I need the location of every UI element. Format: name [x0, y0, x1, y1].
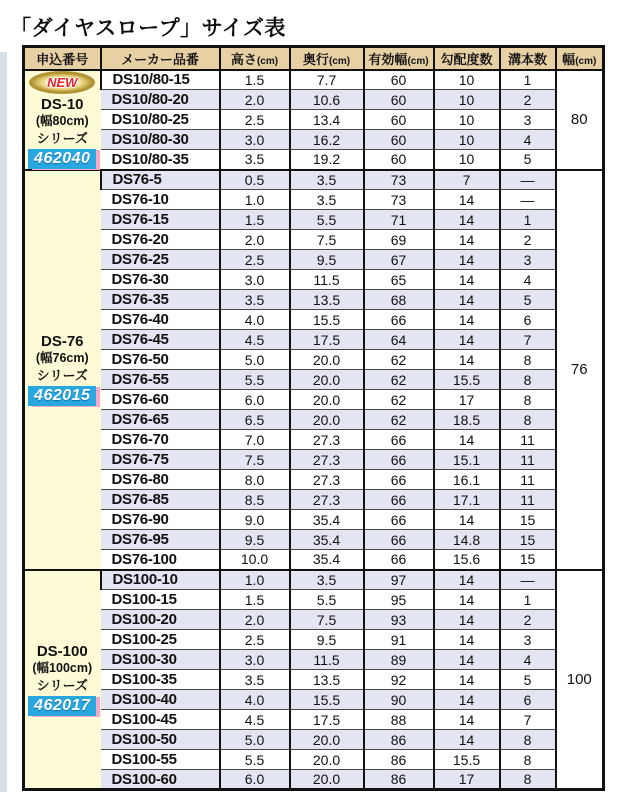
effective-width-cell: 66 [364, 430, 434, 450]
grooves-cell: — [500, 170, 556, 190]
table-row [24, 750, 604, 770]
depth-cell: 15.5 [290, 690, 364, 710]
part-cell: DS76-55 [101, 370, 220, 390]
header-row [24, 47, 604, 70]
order-group-cell [24, 570, 101, 790]
depth-cell: 20.0 [290, 730, 364, 750]
slope-cell: 14 [434, 570, 500, 590]
depth-cell: 27.3 [290, 470, 364, 490]
part-cell: DS76-90 [101, 510, 220, 530]
effective-width-cell: 90 [364, 690, 434, 710]
height-cell: 3.0 [220, 130, 290, 150]
depth-cell: 20.0 [290, 370, 364, 390]
grooves-cell: 2 [500, 90, 556, 110]
grooves-cell: 15 [500, 510, 556, 530]
part-cell: DS100-35 [101, 670, 220, 690]
effective-width-cell: 66 [364, 510, 434, 530]
grooves-cell: 15 [500, 550, 556, 570]
effective-width-cell: 67 [364, 250, 434, 270]
depth-cell: 3.5 [290, 170, 364, 190]
part-cell: DS100-40 [101, 690, 220, 710]
part-cell: DS76-70 [101, 430, 220, 450]
grooves-cell: — [500, 570, 556, 590]
order-code-badge: 462015 [28, 386, 96, 406]
effective-width-cell: 69 [364, 230, 434, 250]
effective-width-cell: 65 [364, 270, 434, 290]
height-cell: 7.0 [220, 430, 290, 450]
height-cell: 6.5 [220, 410, 290, 430]
slope-cell: 14 [434, 270, 500, 290]
series-suffix: シリーズ [36, 130, 88, 146]
height-cell: 9.0 [220, 510, 290, 530]
height-cell: 2.5 [220, 110, 290, 130]
table-row [24, 130, 604, 150]
grooves-cell: 5 [500, 150, 556, 170]
size-table [22, 45, 605, 791]
effective-width-cell: 92 [364, 670, 434, 690]
slope-cell: 18.5 [434, 410, 500, 430]
slope-cell: 10 [434, 130, 500, 150]
slope-cell: 14 [434, 590, 500, 610]
depth-cell: 17.5 [290, 330, 364, 350]
effective-width-cell: 91 [364, 630, 434, 650]
effective-width-cell: 62 [364, 370, 434, 390]
slope-cell: 7 [434, 170, 500, 190]
depth-cell: 27.3 [290, 450, 364, 470]
series-name: DS-100 [36, 642, 88, 660]
part-cell: DS100-60 [101, 770, 220, 790]
slope-cell: 14 [434, 190, 500, 210]
depth-cell: 9.5 [290, 630, 364, 650]
page-title: 「ダイヤスロープ」サイズ表 [10, 17, 286, 40]
column-header-6: 溝本数 [500, 47, 556, 70]
order-group-cell [24, 70, 101, 170]
part-cell: DS76-45 [101, 330, 220, 350]
part-cell: DS76-40 [101, 310, 220, 330]
effective-width-cell: 95 [364, 590, 434, 610]
height-cell: 5.5 [220, 750, 290, 770]
part-cell: DS76-35 [101, 290, 220, 310]
effective-width-cell: 73 [364, 190, 434, 210]
series-suffix: シリーズ [36, 368, 88, 383]
series-name: DS-76 [40, 333, 84, 350]
table-row [24, 430, 604, 450]
height-cell: 8.5 [220, 490, 290, 510]
part-cell: DS10/80-30 [101, 130, 220, 150]
grooves-cell: 4 [500, 130, 556, 150]
height-cell: 9.5 [220, 530, 290, 550]
table-row [24, 650, 604, 670]
grooves-cell: 8 [500, 750, 556, 770]
effective-width-cell: 66 [364, 310, 434, 330]
depth-cell: 7.7 [290, 70, 364, 90]
slope-cell: 17.1 [434, 490, 500, 510]
table-row [24, 590, 604, 610]
series-suffix: シリーズ [36, 677, 88, 693]
grooves-cell: 15 [500, 530, 556, 550]
slope-cell: 15.5 [434, 750, 500, 770]
grooves-cell: 3 [500, 630, 556, 650]
depth-cell: 7.5 [290, 230, 364, 250]
depth-cell: 19.2 [290, 150, 364, 170]
height-cell: 1.0 [220, 570, 290, 590]
column-header-3: 奥行(cm) [290, 47, 364, 70]
effective-width-cell: 86 [364, 750, 434, 770]
part-cell: DS76-10 [101, 190, 220, 210]
table-row [24, 490, 604, 510]
depth-cell: 27.3 [290, 430, 364, 450]
table-row [24, 150, 604, 170]
grooves-cell: 1 [500, 70, 556, 90]
slope-cell: 14 [434, 330, 500, 350]
part-cell: DS76-65 [101, 410, 220, 430]
height-cell: 4.5 [220, 710, 290, 730]
part-cell: DS100-45 [101, 710, 220, 730]
height-cell: 10.0 [220, 550, 290, 570]
depth-cell: 9.5 [290, 250, 364, 270]
slope-cell: 14 [434, 510, 500, 530]
grooves-cell: 6 [500, 690, 556, 710]
height-cell: 4.5 [220, 330, 290, 350]
depth-cell: 35.4 [290, 530, 364, 550]
effective-width-cell: 60 [364, 150, 434, 170]
grooves-cell: 8 [500, 390, 556, 410]
table-row [24, 90, 604, 110]
part-cell: DS76-80 [101, 470, 220, 490]
effective-width-cell: 86 [364, 770, 434, 790]
column-header-2: 高さ(cm) [220, 47, 290, 70]
table-row [24, 630, 604, 650]
table-row [24, 330, 604, 350]
slope-cell: 14 [434, 290, 500, 310]
slope-cell: 17 [434, 390, 500, 410]
part-cell: DS76-20 [101, 230, 220, 250]
grooves-cell: — [500, 190, 556, 210]
part-cell: DS100-10 [101, 570, 220, 590]
table-row [24, 250, 604, 270]
depth-cell: 20.0 [290, 410, 364, 430]
grooves-cell: 4 [500, 650, 556, 670]
table-body [24, 70, 604, 790]
height-cell: 6.0 [220, 390, 290, 410]
effective-width-cell: 89 [364, 650, 434, 670]
effective-width-cell: 93 [364, 610, 434, 630]
height-cell: 3.5 [220, 670, 290, 690]
grooves-cell: 5 [500, 290, 556, 310]
part-cell: DS10/80-15 [101, 70, 220, 90]
part-cell: DS10/80-25 [101, 110, 220, 130]
height-cell: 8.0 [220, 470, 290, 490]
depth-cell: 11.5 [290, 650, 364, 670]
effective-width-cell: 62 [364, 350, 434, 370]
slope-cell: 14 [434, 210, 500, 230]
height-cell: 2.0 [220, 230, 290, 250]
grooves-cell: 8 [500, 370, 556, 390]
height-cell: 2.0 [220, 90, 290, 110]
effective-width-cell: 86 [364, 730, 434, 750]
effective-width-cell: 68 [364, 290, 434, 310]
table-row [24, 510, 604, 530]
grooves-cell: 8 [500, 350, 556, 370]
column-header-0: 申込番号 [24, 47, 101, 70]
depth-cell: 16.2 [290, 130, 364, 150]
slope-cell: 14 [434, 670, 500, 690]
order-group-cell [24, 170, 101, 570]
height-cell: 1.5 [220, 210, 290, 230]
part-cell: DS76-95 [101, 530, 220, 550]
grooves-cell: 11 [500, 450, 556, 470]
slope-cell: 14 [434, 630, 500, 650]
table-row [24, 410, 604, 430]
slope-cell: 14 [434, 230, 500, 250]
new-badge: NEW [29, 71, 95, 94]
table-row [24, 350, 604, 370]
series-name: DS-10 [40, 95, 84, 113]
depth-cell: 11.5 [290, 270, 364, 290]
grooves-cell: 11 [500, 490, 556, 510]
slope-cell: 14 [434, 650, 500, 670]
depth-cell: 3.5 [290, 190, 364, 210]
effective-width-cell: 88 [364, 710, 434, 730]
part-cell: DS76-30 [101, 270, 220, 290]
depth-cell: 5.5 [290, 590, 364, 610]
depth-cell: 35.4 [290, 510, 364, 530]
grooves-cell: 7 [500, 330, 556, 350]
table-row [24, 210, 604, 230]
grooves-cell: 2 [500, 230, 556, 250]
effective-width-cell: 60 [364, 70, 434, 90]
table-row [24, 470, 604, 490]
grooves-cell: 1 [500, 210, 556, 230]
part-cell: DS76-85 [101, 490, 220, 510]
slope-cell: 14 [434, 310, 500, 330]
part-cell: DS100-50 [101, 730, 220, 750]
effective-width-cell: 66 [364, 450, 434, 470]
grooves-cell: 3 [500, 250, 556, 270]
part-cell: DS100-25 [101, 630, 220, 650]
grooves-cell: 2 [500, 610, 556, 630]
part-cell: DS100-55 [101, 750, 220, 770]
depth-cell: 20.0 [290, 350, 364, 370]
depth-cell: 3.5 [290, 570, 364, 590]
height-cell: 1.5 [220, 590, 290, 610]
table-row [24, 610, 604, 630]
depth-cell: 27.3 [290, 490, 364, 510]
column-header-7: 幅(cm) [556, 47, 604, 70]
slope-cell: 16.1 [434, 470, 500, 490]
table-row [24, 310, 604, 330]
slope-cell: 15.5 [434, 370, 500, 390]
table-row [24, 170, 604, 190]
slope-cell: 14 [434, 430, 500, 450]
part-cell: DS76-50 [101, 350, 220, 370]
height-cell: 3.0 [220, 270, 290, 290]
effective-width-cell: 66 [364, 490, 434, 510]
grooves-cell: 3 [500, 110, 556, 130]
depth-cell: 35.4 [290, 550, 364, 570]
slope-cell: 17 [434, 770, 500, 790]
grooves-cell: 8 [500, 410, 556, 430]
part-cell: DS76-15 [101, 210, 220, 230]
width-group-cell: 80 [556, 70, 604, 170]
grooves-cell: 4 [500, 270, 556, 290]
grooves-cell: 1 [500, 590, 556, 610]
height-cell: 5.5 [220, 370, 290, 390]
table-row [24, 450, 604, 470]
effective-width-cell: 60 [364, 130, 434, 150]
effective-width-cell: 66 [364, 530, 434, 550]
table-row [24, 550, 604, 570]
effective-width-cell: 64 [364, 330, 434, 350]
effective-width-cell: 62 [364, 410, 434, 430]
effective-width-cell: 62 [364, 390, 434, 410]
effective-width-cell: 71 [364, 210, 434, 230]
slope-cell: 14 [434, 350, 500, 370]
depth-cell: 15.5 [290, 310, 364, 330]
grooves-cell: 6 [500, 310, 556, 330]
height-cell: 2.5 [220, 630, 290, 650]
table-row [24, 770, 604, 790]
grooves-cell: 7 [500, 710, 556, 730]
height-cell: 1.5 [220, 70, 290, 90]
effective-width-cell: 60 [364, 110, 434, 130]
order-code-badge: 462040 [28, 149, 96, 169]
grooves-cell: 11 [500, 430, 556, 450]
slope-cell: 10 [434, 70, 500, 90]
scan-edge-strip [0, 52, 7, 792]
height-cell: 6.0 [220, 770, 290, 790]
part-cell: DS76-5 [101, 170, 220, 190]
part-cell: DS10/80-20 [101, 90, 220, 110]
height-cell: 2.5 [220, 250, 290, 270]
height-cell: 3.0 [220, 650, 290, 670]
depth-cell: 20.0 [290, 750, 364, 770]
table-row [24, 70, 604, 90]
depth-cell: 5.5 [290, 210, 364, 230]
height-cell: 2.0 [220, 610, 290, 630]
series-width-note: (幅76cm) [35, 351, 89, 365]
grooves-cell: 8 [500, 770, 556, 790]
part-cell: DS100-20 [101, 610, 220, 630]
grooves-cell: 11 [500, 470, 556, 490]
part-cell: DS10/80-35 [101, 150, 220, 170]
slope-cell: 14 [434, 710, 500, 730]
height-cell: 3.5 [220, 150, 290, 170]
grooves-cell: 5 [500, 670, 556, 690]
table-row [24, 570, 604, 590]
height-cell: 7.5 [220, 450, 290, 470]
table-row [24, 730, 604, 750]
effective-width-cell: 73 [364, 170, 434, 190]
slope-cell: 10 [434, 90, 500, 110]
height-cell: 0.5 [220, 170, 290, 190]
table-row [24, 270, 604, 290]
depth-cell: 10.6 [290, 90, 364, 110]
slope-cell: 14 [434, 690, 500, 710]
table-row [24, 110, 604, 130]
table-row [24, 230, 604, 250]
height-cell: 5.0 [220, 350, 290, 370]
effective-width-cell: 66 [364, 550, 434, 570]
height-cell: 3.5 [220, 290, 290, 310]
depth-cell: 7.5 [290, 610, 364, 630]
series-width-note: (幅80cm) [35, 113, 89, 128]
order-code-badge: 462017 [28, 696, 96, 716]
depth-cell: 17.5 [290, 710, 364, 730]
table-row [24, 710, 604, 730]
slope-cell: 10 [434, 150, 500, 170]
table-row [24, 530, 604, 550]
slope-cell: 14 [434, 730, 500, 750]
part-cell: DS76-75 [101, 450, 220, 470]
table-row [24, 390, 604, 410]
depth-cell: 20.0 [290, 390, 364, 410]
part-cell: DS76-100 [101, 550, 220, 570]
part-cell: DS100-30 [101, 650, 220, 670]
height-cell: 4.0 [220, 310, 290, 330]
table-row [24, 290, 604, 310]
depth-cell: 13.5 [290, 290, 364, 310]
effective-width-cell: 97 [364, 570, 434, 590]
column-header-1: メーカー品番 [101, 47, 220, 70]
table-row [24, 690, 604, 710]
grooves-cell: 8 [500, 730, 556, 750]
part-cell: DS76-60 [101, 390, 220, 410]
column-header-5: 勾配度数 [434, 47, 500, 70]
depth-cell: 13.4 [290, 110, 364, 130]
effective-width-cell: 66 [364, 470, 434, 490]
series-width-note: (幅100cm) [32, 660, 93, 675]
depth-cell: 13.5 [290, 670, 364, 690]
table-row [24, 670, 604, 690]
height-cell: 5.0 [220, 730, 290, 750]
part-cell: DS100-15 [101, 590, 220, 610]
width-group-cell: 76 [556, 170, 604, 570]
slope-cell: 14 [434, 250, 500, 270]
column-header-4: 有効幅(cm) [364, 47, 434, 70]
part-cell: DS76-25 [101, 250, 220, 270]
slope-cell: 15.6 [434, 550, 500, 570]
table-row [24, 190, 604, 210]
effective-width-cell: 60 [364, 90, 434, 110]
table-row [24, 370, 604, 390]
slope-cell: 14 [434, 610, 500, 630]
width-group-cell: 100 [556, 570, 604, 790]
slope-cell: 15.1 [434, 450, 500, 470]
height-cell: 4.0 [220, 690, 290, 710]
slope-cell: 10 [434, 110, 500, 130]
height-cell: 1.0 [220, 190, 290, 210]
depth-cell: 20.0 [290, 770, 364, 790]
slope-cell: 14.8 [434, 530, 500, 550]
